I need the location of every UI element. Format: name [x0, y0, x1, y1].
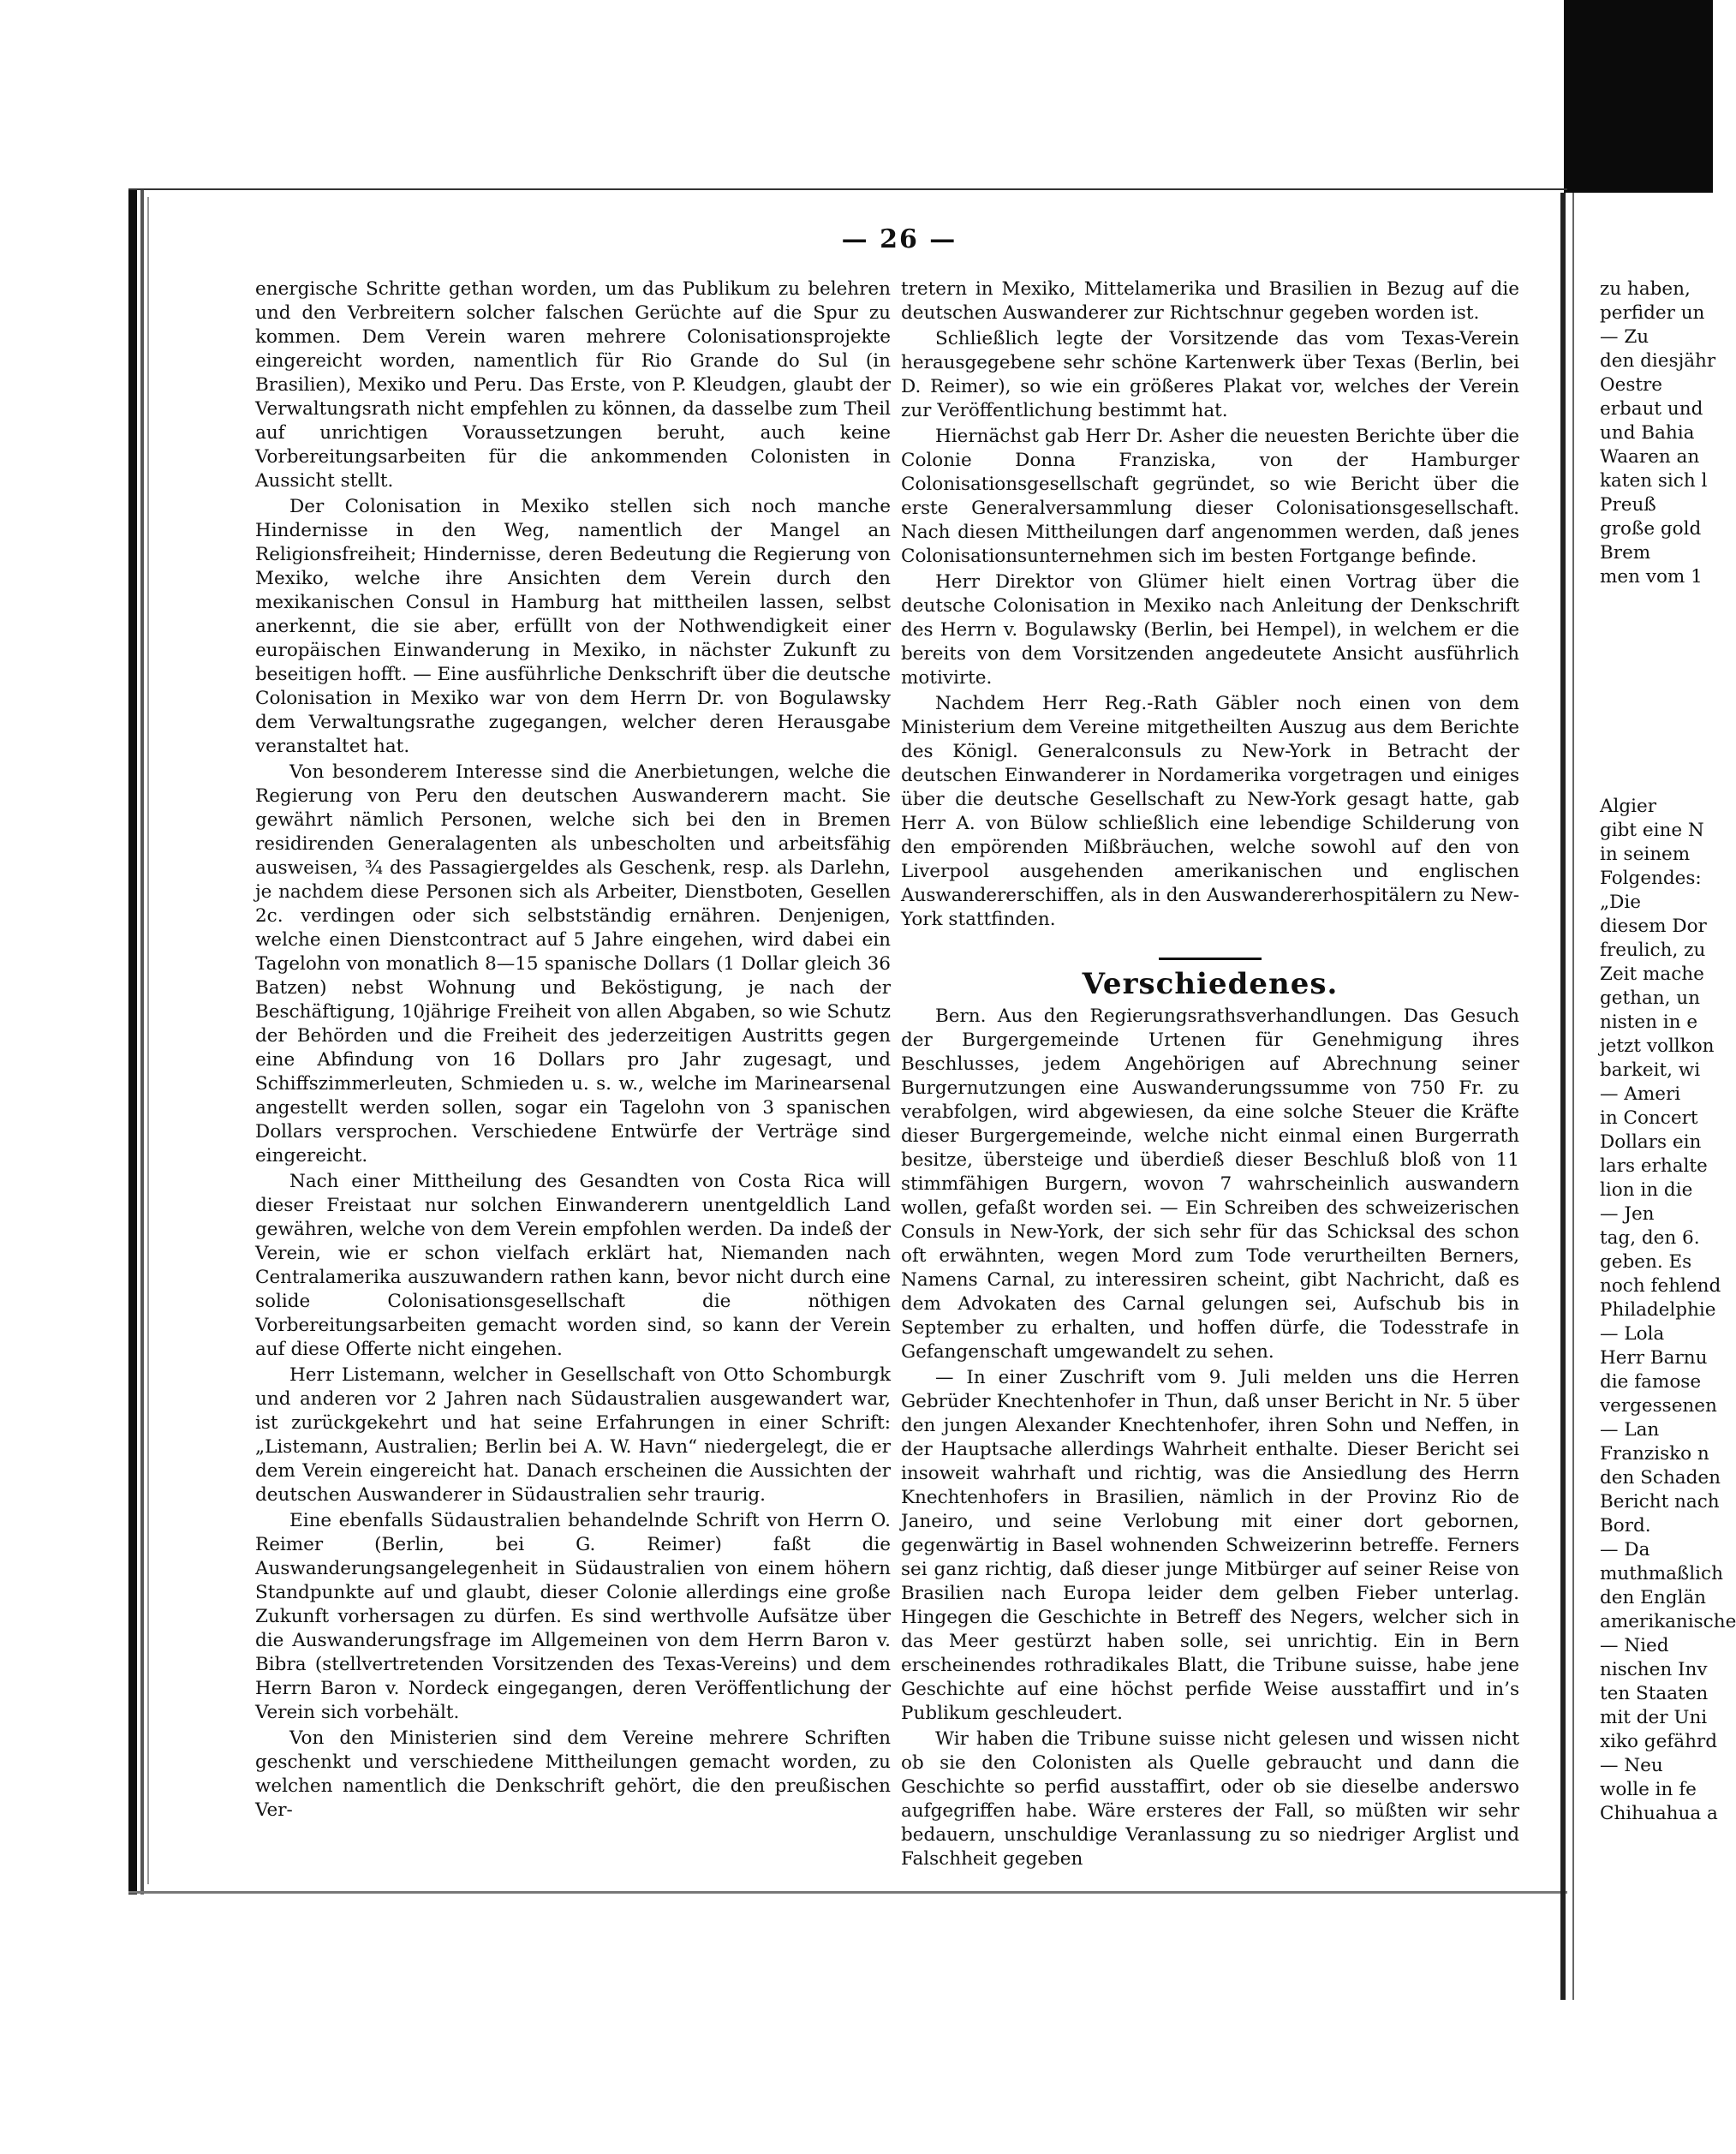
paragraph: tretern in Mexiko, Mittelamerika und Brasilien in Bezug auf die deutschen Auswanderer zur Richtschnur gegeben worden ist.: [901, 278, 1519, 324]
page-bottom-edge: [128, 1891, 1567, 1894]
fragment-line: wolle in fe: [1600, 1779, 1697, 1800]
fragment-line: — Zu: [1600, 326, 1649, 348]
fragment-line: mit der Uni: [1600, 1707, 1708, 1728]
paragraph: Bern. Aus den Regierungsrathsverhandlungen. Das Gesuch der Burgergemeinde Urtenen für Genehmigung ihres Beschlusses, jedem Angehörigen auf Abrechnung seiner Burgernutzungen eine Auswanderungssumme von 750 Fr. zu verabfolgen, wird abgewiesen, da eine solche Steuer die Kräfte dieser Burgergemeinde, welche nicht einmal einen Burgerrath besitze, übersteige und überdieß dieser Beschluß bloß von 11 stimmfähigen Burgern, wovon 7 wahrscheinlich auswandern wollen, gefaßt worden sei. — Ein Schreiben des schweizerischen Consuls in New-York, der sich sehr für das Schicksal des schon oft erwähnten, wegen Mord zum Tode verurtheilten Berners, Namens Carnal, zu interessiren scheint, gibt Nachricht, daß es dem Advokaten des Carnal gelungen sei, Aufschub bis in September zu erhalten, und hoffen dürfe, die Todesstrafe in Gefangenschaft umgewandelt zu sehen.: [901, 1005, 1519, 1363]
fragment-line: Herr Barnu: [1600, 1347, 1708, 1369]
blank-gap: [1600, 726, 1713, 761]
fragment-line: diesem Dor: [1600, 916, 1707, 937]
fragment-line: den Englän: [1600, 1587, 1707, 1608]
paragraph: — In einer Zuschrift vom 9. Juli melden uns die Herren Gebrüder Knechtenhofer in Thun, daß unser Bericht in Nr. 5 über den jungen Alexander Knechtenhofer, ihren Sohn und Neffen, in der Hauptsache allerdings Wahrheit enthalte. Dieser Bericht sei insoweit wahrhaft und richtig, was die Ansiedlung des Herrn Knechtenhofers in Brasilien, nämlich in der Provinz Rio de Janeiro, und seine Verlobung mit einer dort gebornen, gegenwärtig in Basel wohnenden Schweizerinn betreffe. Ferners sei ganz richtig, daß dieser junge Mitbürger auf seiner Reise von Brasilien nach Europa leider dem gelben Fieber unterlag. Hingegen die Geschichte in Betreff des Negers, welcher sich in das Meer gestürzt haben solle, sei unrichtig. Ein in Bern erscheinendes rothradikales Blatt, die Tribune suisse, habe jene Geschichte auf eine höchst perfide Weise ausstaffirt und in’s Publikum geschleudert.: [901, 1367, 1519, 1724]
blank-gap: [1600, 761, 1713, 795]
paragraph: Nachdem Herr Reg.-Rath Gäbler noch einen von dem Ministerium dem Vereine mitgetheilten Auszug aus dem Berichte des Königl. Generalconsuls zu New-York in Betracht der deutschen Einwanderer in Nordamerika vorgetragen und einiges über die deutsche Gesellschaft zu New-York gesagt hatte, gab Herr A. von Bülow schließlich eine lebendige Schilderung von den empörenden Mißbräuchen, welche sowohl auf den von Liverpool ausgehenden amerikanischen und englischen Auswandererschiffen, als in den Auswandererhospitälern zu New-York stattfinden.: [901, 693, 1519, 930]
paragraph: Von besonderem Interesse sind die Anerbietungen, welche die Regierung von Peru den deutschen Auswanderern macht. Sie gewährt nämlich Personen, welche sich bei den in Bremen residirenden Generalagenten als unbescholten und arbeitsfähig ausweisen, ¾ des Passagiergeldes als Geschenk, resp. als Darlehn, je nachdem diese Personen sich als Arbeiter, Dienstboten, Gesellen 2c. verdingen oder sich selbstständig ernähren. Denjenigen, welche einen Dienstcontract auf 5 Jahre eingehen, wird dabei ein Tagelohn von monatlich 8—15 spanische Dollars (1 Dollar gleich 36 Batzen) nebst Wohnung und Beköstigung, je nach der Beschäftigung, 10jährige Freiheit von allen Abgaben, so wie Schutz der Behörden und die Freiheit des jederzeitigen Austritts gegen eine Abfindung von 16 Dollars pro Jahr zugesagt, und Schiffszimmerleuten, Schmieden u. s. w., welche im Marinearsenal angestellt werden sollen, sogar ein Tagelohn von 3 spanischen Dollars versprochen. Verschiedene Entwürfe der Verträge sind eingereicht.: [255, 761, 891, 1167]
fragment-line: perfider un: [1600, 302, 1705, 324]
fragment-line: erbaut und: [1600, 398, 1703, 420]
section-title: Verschiedenes.: [1082, 967, 1339, 1001]
fragment-line: Folgendes:: [1600, 868, 1702, 889]
paragraph: Von den Ministerien sind dem Vereine mehrere Schriften geschenkt und verschiedene Mittheilungen gemacht worden, zu welchen namentlich die Denkschrift gehört, die den preußischen Ver-: [255, 1727, 891, 1821]
right-column-fragment: [1600, 277, 1736, 1826]
fragment-line: Bericht nach: [1600, 1491, 1720, 1513]
fragment-line: zu haben,: [1600, 278, 1691, 300]
fragment-line: den Schaden: [1600, 1467, 1721, 1489]
scan-margin-top: [0, 0, 1713, 185]
fragment-line: — Ameri: [1600, 1083, 1681, 1105]
fragment-line: Bord.: [1600, 1515, 1651, 1536]
fragment-line: jetzt vollkon: [1600, 1035, 1715, 1057]
fragment-line: die famose: [1600, 1371, 1702, 1393]
middle-column: [901, 277, 1519, 1873]
fragment-line: men vom 1: [1600, 566, 1703, 588]
fragment-line: amerikanische: [1600, 1611, 1736, 1632]
fragment-line: den diesjähr: [1600, 350, 1716, 372]
paragraph: Der Colonisation in Mexiko stellen sich noch manche Hindernisse in den Weg, namentlich der Mangel an Religionsfreiheit; Hindernisse, deren Bedeutung die Regierung von Mexiko, welche ihre Ansichten dem Verein durch den mexikanischen Consul in Hamburg hat mittheilen lassen, selbst anerkennt, die sie aber, erfüllt von der Nothwendigkeit einer europäischen Einwanderung in Mexiko, in nächster Zukunft zu beseitigen hofft. — Eine ausführliche Denkschrift über die deutsche Colonisation in Mexiko war von dem Herrn Dr. von Bogulawsky dem Verwaltungsrathe zugegangen, welcher deren Herausgabe veranstaltet hat.: [255, 496, 891, 757]
fragment-line: Preuß: [1600, 494, 1656, 516]
fragment-line: lars erhalte: [1600, 1155, 1708, 1177]
paragraph: Schließlich legte der Vorsitzende das vom Texas-Verein herausgegebene sehr schöne Kartenwerk über Texas (Berlin, bei D. Reimer), so wie ein größeres Plakat vor, welches der Verein zur Veröffentlichung bestimmt hat.: [901, 328, 1519, 421]
fragment-line: xiko gefährd: [1600, 1731, 1717, 1752]
section-divider: [1159, 958, 1262, 960]
blank-gap: [1600, 624, 1713, 658]
fragment-line: barkeit, wi: [1600, 1059, 1701, 1081]
fragment-line: Algier: [1600, 796, 1657, 817]
fragment-line: gethan, un: [1600, 987, 1701, 1009]
fragment-line: Dollars ein: [1600, 1131, 1702, 1153]
fragment-line: noch fehlend: [1600, 1275, 1721, 1297]
paragraph: Eine ebenfalls Südaustralien behandelnde Schrift von Herrn O. Reimer (Berlin, bei G. Reimer) faßt die Auswanderungsangelegenheit in Südaustralien von einem höhern Standpunkte auf und glaubt, dieser Colonie allerdings eine große Zukunft vorhersagen zu dürfen. Es sind werthvolle Aufsätze über die Auswanderungsfrage im Allgemeinen von dem Herrn Baron v. Bibra (stellvertretenden Vorsitzenden des Texas-Vereins) und dem Herrn Baron v. Nordeck eingegangen, deren Veröffentlichung der Verein sich vorbehält.: [255, 1510, 891, 1723]
paragraph: Herr Listemann, welcher in Gesellschaft von Otto Schomburgk und anderen vor 2 Jahren nach Südaustralien ausgewandert war, ist zurückgekehrt und hat seine Erfahrungen in einer Schrift: „Listemann, Australien; Berlin bei A. W. Havn“ niedergelegt, die er dem Verein eingereicht hat. Danach erscheinen die Aussichten der deutschen Auswanderer in Südaustralien sehr traurig.: [255, 1364, 891, 1506]
blank-gap: [1600, 589, 1713, 624]
paragraph: energische Schritte gethan worden, um das Publikum zu belehren und den Verbreitern solcher falschen Gerüchte auf die Spur zu kommen. Dem Verein waren mehrere Colonisationsprojekte eingereicht worden, namentlich für Rio Grande do Sul (in Brasilien), Mexiko und Peru. Das Erste, von P. Kleudgen, glaubt der Verwaltungsrath nicht empfehlen zu können, da dasselbe zum Theil auf unrichtigen Voraussetzungen beruht, auch keine Vorbereitungsarbeiten für die ankommenden Colonisten in Aussicht stellt.: [255, 278, 891, 492]
fragment-line: freulich, zu: [1600, 940, 1706, 961]
page-right-edge: [1560, 193, 1566, 2000]
fragment-line: Philadelphie: [1600, 1299, 1716, 1321]
paragraph: Nach einer Mittheilung des Gesandten von Costa Rica will dieser Freistaat nur solchen Einwanderern unentgeldlich Land gewähren, welche von dem Verein empfohlen werden. Da indeß der Verein, wie er schon vielfach erklärt hat, Niemanden nach Centralamerika auszuwandern rathen kann, bevor nicht durch eine solide Colonisationsgesellschaft die nöthigen Vorbereitungsarbeiten gemacht worden sind, so kann der Verein auf diese Offerte nicht eingehen.: [255, 1171, 891, 1360]
page-top-edge: [128, 188, 1567, 190]
fragment-line: Franzisko n: [1600, 1443, 1709, 1465]
fragment-line: geben. Es: [1600, 1251, 1692, 1273]
page-right-edge-shadow: [1572, 193, 1574, 2000]
book-binding-inner: [140, 190, 144, 1894]
blank-gap: [1600, 658, 1713, 692]
fragment-line: Zeit mache: [1600, 964, 1704, 985]
fragment-line: große gold: [1600, 518, 1702, 540]
fragment-line: — Lola: [1600, 1323, 1665, 1345]
page-number: — 26 —: [841, 224, 957, 254]
fragment-line: Waaren an: [1600, 446, 1700, 468]
fragment-line: tag, den 6.: [1600, 1227, 1700, 1249]
fragment-line: Chihuahua a: [1600, 1803, 1718, 1824]
left-column: [255, 277, 891, 1824]
fragment-line: katen sich l: [1600, 470, 1708, 492]
fragment-line: gibt eine N: [1600, 820, 1704, 841]
fragment-line: — Lan: [1600, 1419, 1660, 1441]
fragment-line: — Jen: [1600, 1203, 1655, 1225]
fragment-line: vergessenen: [1600, 1395, 1717, 1417]
book-binding: [128, 190, 137, 1894]
paragraph: Herr Direktor von Glümer hielt einen Vortrag über die deutsche Colonisation in Mexiko nach Anleitung der Denkschrift des Herrn v. Bogulawsky (Berlin, bei Hempel), in welchem er die bereits von dem Vorsitzenden angedeutete Ansicht ausführlich motivirte.: [901, 571, 1519, 689]
fragment-line: in seinem: [1600, 844, 1691, 865]
fragment-line: muthmaßlich: [1600, 1563, 1723, 1584]
fragment-line: — Nied: [1600, 1635, 1669, 1656]
paragraph: Wir haben die Tribune suisse nicht gelesen und wissen nicht ob sie den Colonisten als Quelle gebraucht und dann die Geschichte so perfid ausstaffirt, oder ob sie dieselbe anderswo aufgegriffen habe. Wäre ersteres der Fall, so müßten wir sehr bedauern, unschuldige Veranlassung zu so niedriger Arglist und Falschheit gegeben: [901, 1728, 1519, 1870]
fragment-line: ten Staaten: [1600, 1683, 1709, 1704]
fragment-line: nisten in e: [1600, 1011, 1698, 1033]
fragment-line: nischen Inv: [1600, 1659, 1708, 1680]
fragment-line: lion in die: [1600, 1179, 1693, 1201]
book-binding-line: [147, 197, 149, 1884]
fragment-line: „Die: [1600, 892, 1641, 913]
paragraph: Hiernächst gab Herr Dr. Asher die neuesten Berichte über die Colonie Donna Franziska, von der Hamburger Colonisationsgesellschaft gegründet, so wie Bericht über die erste Generalversammlung dieser Colonisationsgesellschaft. Nach diesen Mittheilungen darf angenommen werden, daß jenes Colonisationsunternehmen sich im besten Fortgange befinde.: [901, 426, 1519, 567]
fragment-line: Brem: [1600, 542, 1651, 564]
fragment-line: in Concert: [1600, 1107, 1698, 1129]
fragment-line: — Neu: [1600, 1755, 1663, 1776]
fragment-line: — Da: [1600, 1539, 1650, 1560]
blank-gap: [1600, 692, 1713, 726]
fragment-line: Oestre: [1600, 374, 1663, 396]
scan-dark-corner: [1564, 0, 1713, 193]
fragment-line: und Bahia: [1600, 422, 1695, 444]
